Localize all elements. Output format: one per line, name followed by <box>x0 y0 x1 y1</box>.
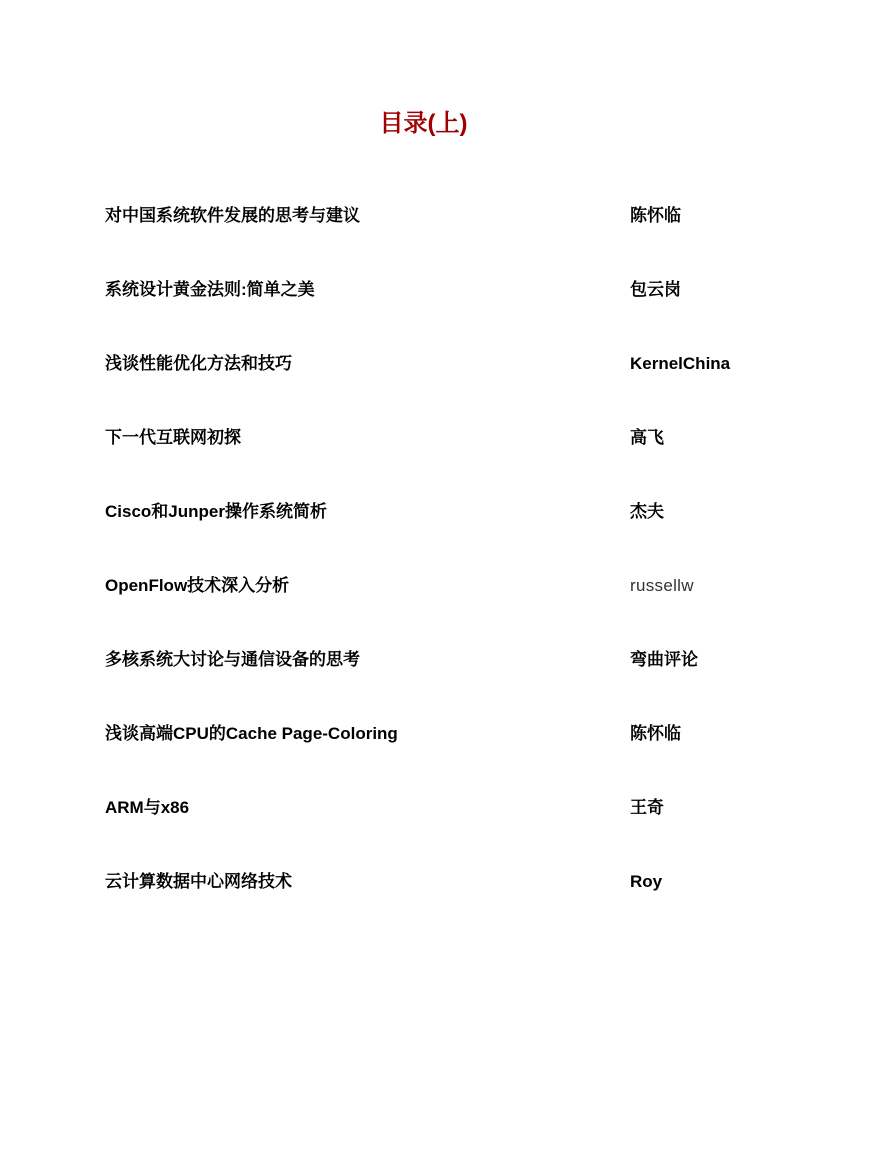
entry-author: russellw <box>630 576 694 595</box>
entry-author: 包云岗 <box>630 280 681 299</box>
entry-author: 杰夫 <box>630 502 664 521</box>
toc-entry[interactable] <box>105 864 805 938</box>
entry-title: OpenFlow技术深入分析 <box>105 576 290 595</box>
toc-entry[interactable] <box>105 642 805 716</box>
entry-author: 王奇 <box>630 798 664 817</box>
page-title: 目录(上) <box>379 110 468 137</box>
entry-title: 系统设计黄金法则:简单之美 <box>105 280 315 299</box>
toc-entry[interactable] <box>105 346 805 420</box>
entry-title: 多核系统大讨论与通信设备的思考 <box>105 650 360 669</box>
toc-entry[interactable] <box>105 716 805 790</box>
entry-author: Roy <box>630 872 663 891</box>
entry-title: 浅谈高端CPU的Cache Page-Coloring <box>105 724 398 743</box>
entry-author: KernelChina <box>630 354 731 373</box>
entry-title: Cisco和Junper操作系统简析 <box>105 502 327 521</box>
entry-author: 陈怀临 <box>630 206 681 225</box>
entry-title: 浅谈性能优化方法和技巧 <box>105 354 292 373</box>
entry-title: 对中国系统软件发展的思考与建议 <box>105 206 360 225</box>
entry-author: 弯曲评论 <box>630 650 698 669</box>
toc-entry[interactable] <box>105 272 805 346</box>
toc-entry[interactable] <box>105 198 805 272</box>
toc-entry[interactable] <box>105 420 805 494</box>
entry-title: 云计算数据中心网络技术 <box>105 872 292 891</box>
entry-title: 下一代互联网初探 <box>105 428 241 447</box>
entry-author: 陈怀临 <box>630 724 681 743</box>
entry-title: ARM与x86 <box>105 798 190 817</box>
toc-entry[interactable] <box>105 568 805 642</box>
toc-entry[interactable] <box>105 494 805 568</box>
toc-entry[interactable] <box>105 790 805 864</box>
entry-author: 高飞 <box>630 428 664 447</box>
table-of-contents <box>105 198 805 938</box>
